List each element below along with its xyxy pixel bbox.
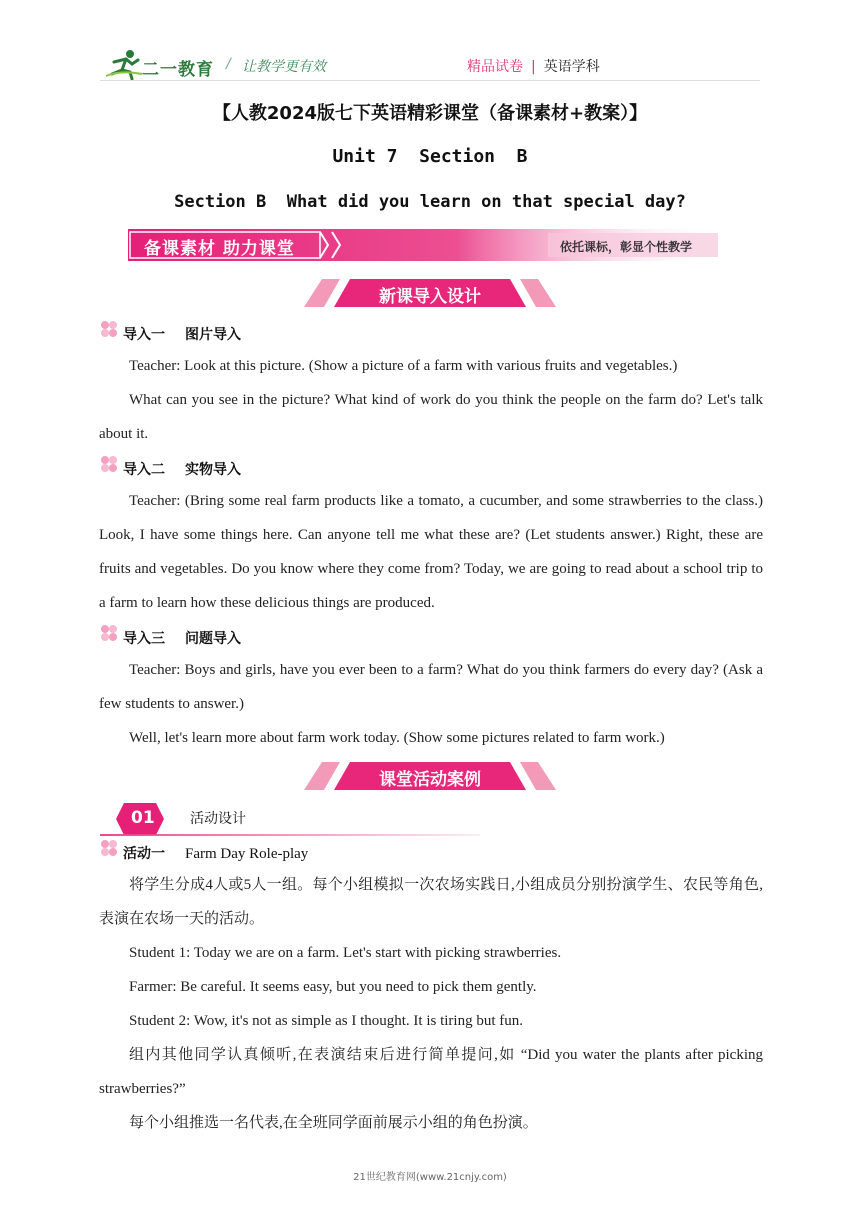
activity1-paragraph-1: 将学生分成4人或5人一组。每个小组模拟一次农场实践日,小组成员分别扮演学生、农民等角色,表演在农场一天的活动。 [99,877,763,927]
header-slash: / [226,56,231,72]
brand-name: 二一教育 [142,60,214,80]
intro1-body [99,349,763,451]
intro1-paragraph-2: What can you see in the picture? What kind of work do you think the people on the farm do? Let's talk about it. [99,392,763,442]
intro3-paragraph-2: Well, let's learn more about farm work today. (Show some pictures related to farm work.) [129,730,665,746]
section-title: Section B What did you learn on that special day? [174,192,686,212]
header-rule [100,80,760,81]
intro3-label: 导入三 [123,631,165,647]
intro2-body [99,484,763,620]
intro2-paragraph-1: Teacher: (Bring some real farm products like a tomato, a cucumber, and some strawberries to the class.) Look, I have some things here. Can anyone tell me what these are? (Let students answer.) Right, these are fruits and vegetables. Do you know where they come from? Today, we are going to read about a school trip to a farm to learn how these delicious things are produced. [99,493,763,611]
activity1-paragraph-4: Student 2: Wow, it's not as simple as I thought. It is tiring but fun. [129,1013,523,1029]
unit-title: Unit 7 Section B [332,146,528,167]
activity1-paragraph-2: Student 1: Today we are on a farm. Let's start with picking strawberries. [129,945,562,961]
activity-tab-title: 活动设计 [190,811,246,827]
ribbon-activities-label: 课堂活动案例 [379,770,481,790]
activity1-name: Farm Day Role-play [185,846,309,862]
flower-bullet-icon [99,624,119,642]
page-footer: 21世纪教育网(www.21cnjy.com) [353,1172,507,1183]
header-label-premium: 精品试卷 [467,59,523,75]
activity1-heading [123,843,308,863]
flower-bullet-icon [99,320,119,338]
header-label-subject: 英语学科 [543,59,600,75]
activity-number: 01 [131,808,155,828]
header-divider: | [531,59,536,75]
intro3-type: 问题导入 [185,631,241,647]
header-right [467,56,600,76]
intro3-heading [123,628,241,648]
activity1-body [99,868,763,1140]
banner-title: 备课素材 助力课堂 [144,239,295,259]
activity1-paragraph-5: 组内其他同学认真倾听,在表演结束后进行简单提问,如 “Did you water the plants after picking strawberries?” [99,1047,763,1097]
intro2-heading [123,459,241,479]
intro2-type: 实物导入 [185,462,241,478]
flower-bullet-icon [99,839,119,857]
intro1-paragraph-1: Teacher: Look at this picture. (Show a picture of a farm with various fruits and vegetables.) [129,358,678,374]
intro2-label: 导入二 [123,462,165,478]
activity1-label: 活动一 [123,846,165,862]
document-title: 【人教2024版七下英语精彩课堂（备课素材+教案）】 [212,103,648,124]
intro3-body [99,653,763,755]
runner-logo-icon [104,48,144,80]
activity1-paragraph-3: Farmer: Be careful. It seems easy, but you need to pick them gently. [129,979,537,995]
activity-tab-rule [100,834,480,836]
activity1-paragraph-6: 每个小组推选一名代表,在全班同学面前展示小组的角色扮演。 [129,1115,538,1131]
banner-subtitle: 依托课标，彰显个性教学 [560,240,693,254]
intro3-paragraph-1: Teacher: Boys and girls, have you ever been to a farm? What do you think farmers do every day? (Ask a few students to answer.) [99,662,763,712]
ribbon-intro-label: 新课导入设计 [379,287,481,307]
intro1-heading [123,324,241,344]
intro1-label: 导入一 [123,327,165,343]
brand-slogan: 让教学更有效 [242,59,326,75]
intro1-type: 图片导入 [185,327,241,343]
flower-bullet-icon [99,455,119,473]
